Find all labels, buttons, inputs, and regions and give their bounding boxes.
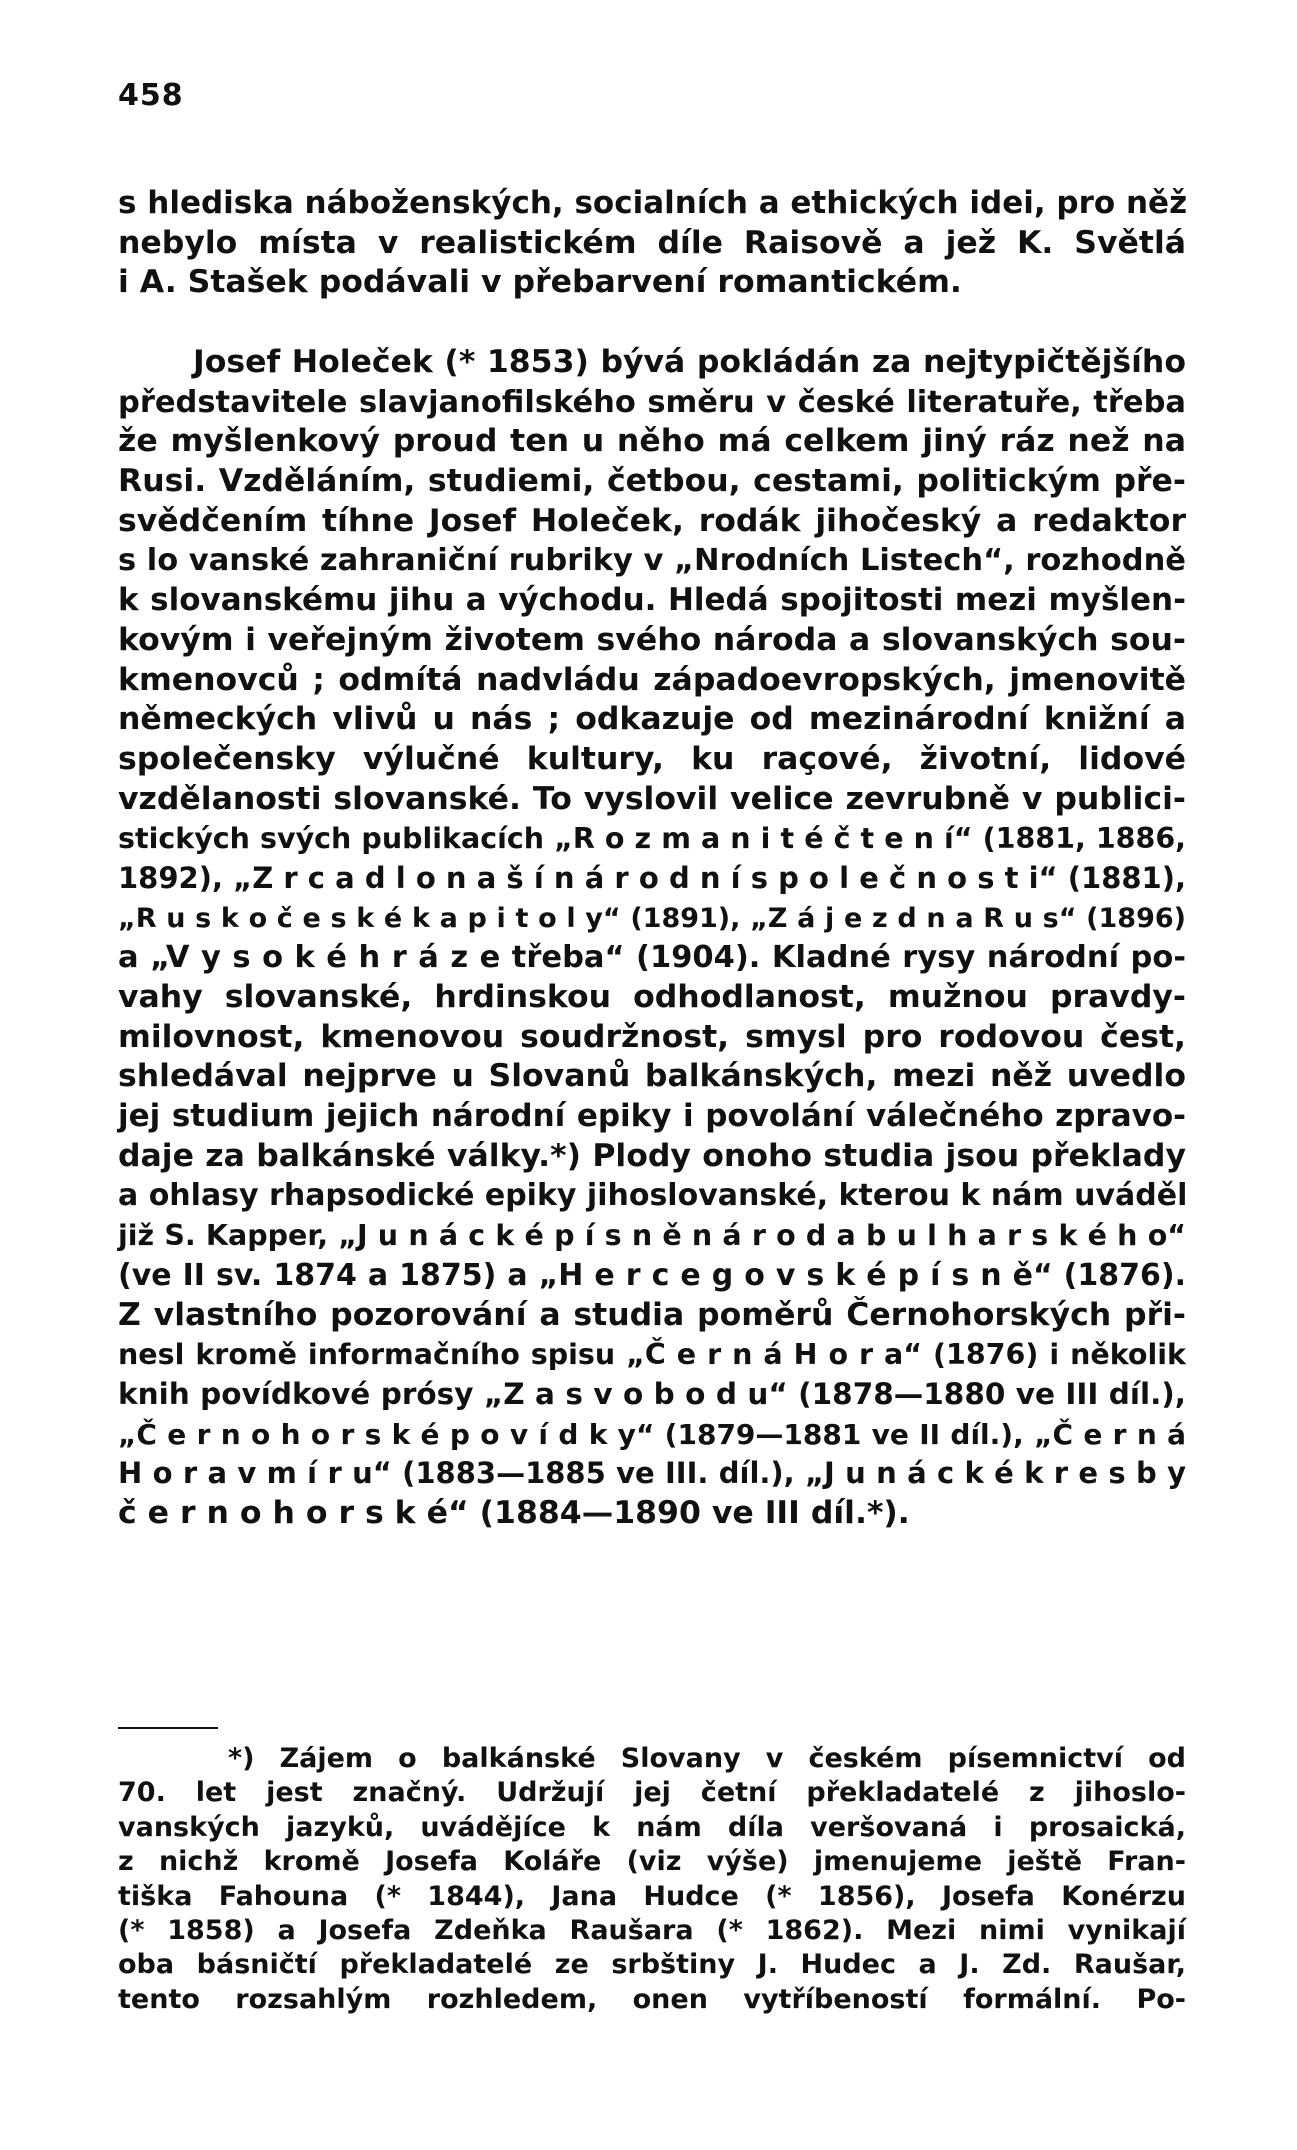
text-line: i A. Stašek podávali v přebarvení romantickém. (118, 264, 962, 301)
text-line: kovým i veřejným životem svého národa a slovanských sou- (118, 621, 1186, 658)
text-line: č e r n o h o r s k é“ (1884—1890 ve III díl.*). (118, 1494, 910, 1531)
footnote-line: (* 1858) a Josefa Zdeňka Raušara (* 1862). Mezi nimi vynikají (118, 1914, 1186, 1946)
text-line: svědčením tíhne Josef Holeček, rodák jihočeský a redaktor (118, 502, 1186, 539)
footnote-line: vanských jazyků, uvádějíce k nám díla veršovaná i prosaická, (118, 1811, 1186, 1843)
text-line: „R u s k o č e s k é k a p i t o l y“ (1891), „Z á j e z d n a R u s“ (1896) (118, 902, 1186, 934)
footnote (118, 1742, 1186, 2017)
text-line: představitele slavjanofilského směru v české literatuře, třeba (118, 384, 1186, 420)
text-line: Z vlastního pozorování a studia poměrů Černohorských při- (118, 1296, 1186, 1333)
text-line: již S. Kapper, „J u n á c k é p í s n ě n á r o d a b u l h a r s k é h o“ (118, 1219, 1186, 1253)
paragraph-holecek (118, 343, 1186, 1534)
text-line: s hlediska náboženských, socialních a ethických idei, pro něž (118, 185, 1188, 221)
footnote-line: tiška Fahouna (* 1844), Jana Hudce (* 1856), Josefa Konérzu (118, 1880, 1186, 1912)
footnote-line: oba básničtí překladatelé ze srbštiny J. Hudec a J. Zd. Raušar, (118, 1949, 1186, 1981)
text-line: shledával nejprve u Slovanů balkánských, mezi něž uvedlo (118, 1058, 1186, 1095)
text-line: k slovanskému jihu a východu. Hledá spojitosti mezi myšlen- (118, 582, 1186, 619)
text-line: nebylo místa v realistickém díle Raisově a jež K. Světlá (118, 224, 1186, 261)
paragraph-intro (118, 184, 1186, 303)
page-number: 458 (118, 78, 184, 113)
text-line: kmenovců ; odmítá nadvládu západoevropských, jmenovitě (118, 661, 1186, 698)
text-line: společensky výlučné kultury, ku raçové, životní, lidové (118, 740, 1186, 777)
footnote-divider (118, 1727, 218, 1729)
text-line: s lo vanské zahraniční rubriky v „Nrodních Listech“, rozhodně (118, 543, 1186, 579)
footnote-line: tento rozsahlým rozhledem, onen vytříbeností formální. Po- (118, 1983, 1186, 2015)
footnote-line: z nichž kromě Josefa Koláře (viz výše) jmenujeme ještě Fran- (118, 1846, 1186, 1878)
text-line: knih povídkové prósy „Z a s v o b o d u“ (1878—1880 ve III díl.), (118, 1376, 1186, 1411)
text-line: milovnost, kmenovou soudržnost, smysl pro rodovou čest, (118, 1018, 1186, 1055)
text-line: (ve II sv. 1874 a 1875) a „H e r c e g o v s k é p í s n ě“ (1876). (118, 1257, 1186, 1293)
text-line: H o r a v m í r u“ (1883—1885 ve III. díl.), „J u n á c k é k r e s b y (118, 1456, 1186, 1491)
text-line: „Č e r n o h o r s k é p o v í d k y“ (1879—1881 ve II díl.), „Č e r n á (118, 1417, 1186, 1451)
text-line: daje za balkánské války.*) Plody onoho studia jsou překlady (118, 1137, 1186, 1174)
footnote-line: *) Zájem o balkánské Slovany v českém písemnictví od (228, 1743, 1186, 1774)
text-line: stických svých publikacích „R o z m a n i t é č t e n í“ (1881, 1886, (118, 822, 1186, 856)
text-line: a ohlasy rhapsodické epiky jihoslovanské, kterou k nám uváděl (118, 1178, 1188, 1214)
text-line: nesl kromě informačního spisu „Č e r n á H o r a“ (1876) i několik (118, 1338, 1186, 1372)
text-line: vzdělanosti slovanské. To vyslovil velice zevrubně v publici- (118, 780, 1186, 817)
text-line: že myšlenkový proud ten u něho má celkem jiný ráz než na (118, 423, 1186, 460)
text-line: Rusi. Vzděláním, studiemi, četbou, cestami, politickým pře- (118, 463, 1186, 500)
footnote-line: 70. let jest značný. Udržují jej četní překladatelé z jihoslo- (118, 1777, 1186, 1809)
text-line: jej studium jejich národní epiky i povolání válečného zpravo- (118, 1098, 1186, 1135)
text-line: německých vlivů u nás ; odkazuje od mezinárodní knižní a (118, 701, 1186, 738)
text-line: Josef Holeček (* 1853) bývá pokládán za nejtypičtějšího (193, 344, 1186, 380)
text-line: 1892), „Z r c a d l o n a š í n á r o d n í s p o l e č n o s t i“ (1881), (118, 860, 1186, 895)
text-line: vahy slovanské, hrdinskou odhodlanost, mužnou pravdy- (118, 979, 1186, 1015)
text-line: a „V y s o k é h r á z e třeba“ (1904). Kladné rysy národní po- (118, 940, 1186, 976)
